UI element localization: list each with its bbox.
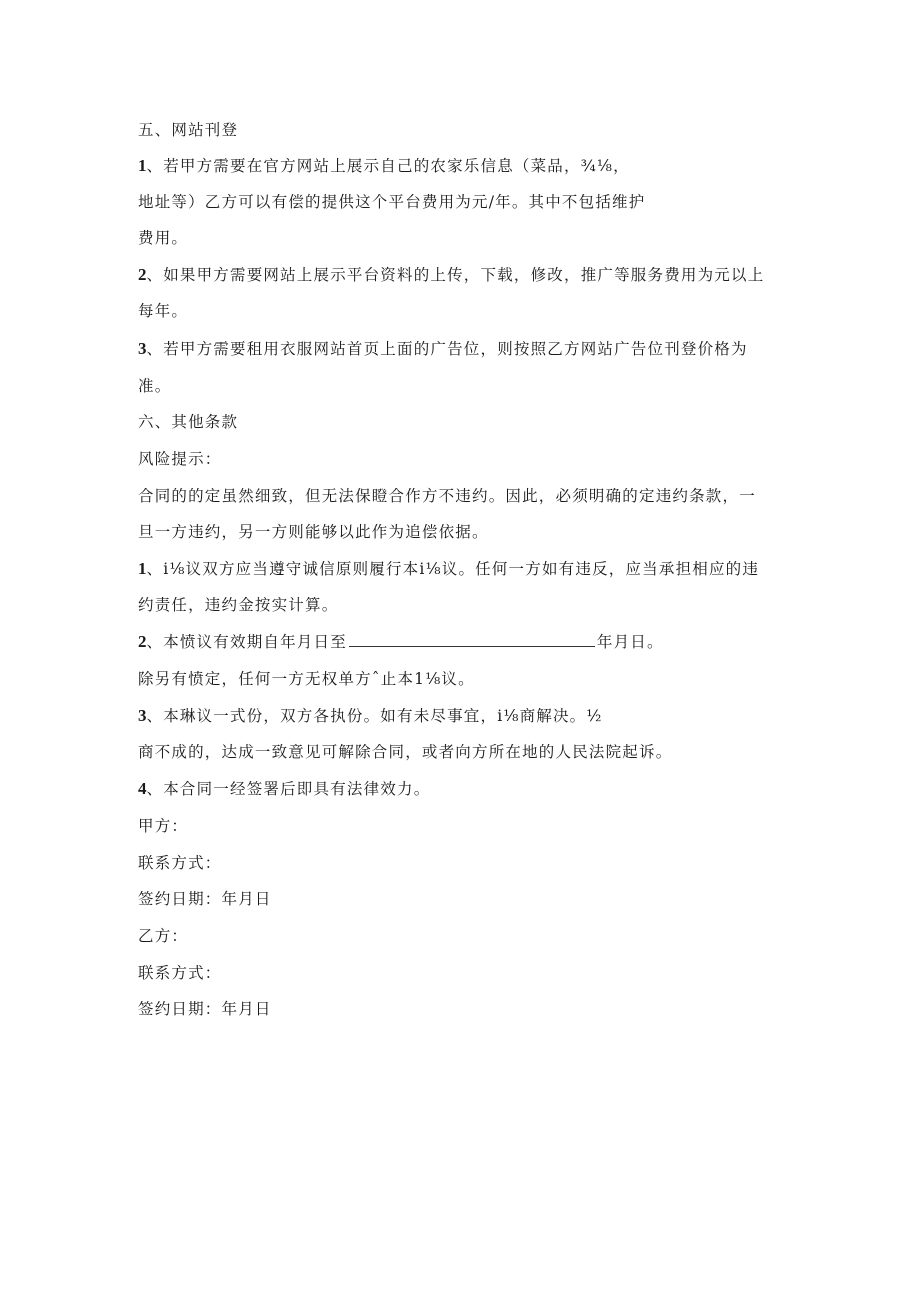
section-6-item-3-line-2: 商不成的，达成一致意见可解除合同，或者向方所在地的人民法院起诉。 <box>138 743 673 761</box>
section-6-item-1-line-1 <box>138 559 759 579</box>
section-5-item-1-line-2: 地址等）乙方可以有偿的提供这个平台费用为元/年。其中不包括维护 <box>138 193 646 211</box>
party-b-label: 乙方： <box>138 927 189 945</box>
item-text: 、若甲方需要在官方网站上展示自己的农家乐信息（菜品，¾⅛， <box>146 157 630 175</box>
item-text: 、如果甲方需要网站上展示平台资料的上传，下载，修改，推广等服务费用为元以上 <box>146 266 765 284</box>
risk-line-2: 旦一方违约，另一方则能够以此作为追偿依据。 <box>138 523 489 541</box>
section-6-heading: 六、其他条款 <box>138 413 239 431</box>
party-a-sign-date: 签约日期：年月日 <box>138 890 272 908</box>
item-text: 、本合同一经签署后即具有法律效力。 <box>146 780 431 798</box>
section-6-item-2-line-2: 除另有愤定，任何一方无权单方ˆ止本1⅛议。 <box>138 670 475 688</box>
section-5-item-2-line-1 <box>138 265 764 285</box>
party-a-label: 甲方： <box>138 817 189 835</box>
section-6-item-3-line-1 <box>138 706 603 726</box>
section-6-item-1-line-2: 约责任，违约金按实计算。 <box>138 596 339 614</box>
item-text: 、i⅛议双方应当遵守诚信原则履行本i⅛议。任何一方如有违反，应当承担相应的违 <box>146 560 760 578</box>
item-number: 2 <box>138 632 147 651</box>
item-number: 1 <box>138 559 147 578</box>
section-5-item-2-line-2: 每年。 <box>138 302 189 320</box>
section-5-item-3-line-1 <box>138 339 748 359</box>
item-number: 3 <box>138 339 147 358</box>
section-5-item-1-line-3: 费用。 <box>138 229 189 247</box>
item-text: 、本愤议有效期自年月日至 <box>146 633 347 651</box>
item-number: 4 <box>138 779 147 798</box>
party-a-contact: 联系方式： <box>138 854 222 872</box>
item-number: 3 <box>138 706 147 725</box>
item-text: 、本琳议一式份，双方各执份。如有未尽事宜，i⅛商解决。½ <box>146 707 603 725</box>
item-number: 1 <box>138 156 147 175</box>
item-text: 、若甲方需要租用衣服网站首页上面的广告位，则按照乙方网站广告位刊登价格为 <box>146 340 748 358</box>
section-5-item-1-line-1 <box>138 156 630 176</box>
item-text: 年月日。 <box>596 633 664 651</box>
section-6-item-4-line-1 <box>138 779 430 799</box>
risk-label: 风险提示： <box>138 450 222 468</box>
risk-line-1: 合同的的定虽然细致，但无法保瞪合作方不违约。因此，必须明确的定违约条款，一 <box>138 487 756 505</box>
party-b-sign-date: 签约日期：年月日 <box>138 1000 272 1018</box>
section-5-heading: 五、网站刊登 <box>138 121 239 139</box>
item-number: 2 <box>138 265 147 284</box>
section-5-item-3-line-2: 准。 <box>138 377 172 395</box>
section-6-item-2-line-1 <box>138 632 664 652</box>
date-blank-line <box>349 632 595 647</box>
party-b-contact: 联系方式： <box>138 964 222 982</box>
